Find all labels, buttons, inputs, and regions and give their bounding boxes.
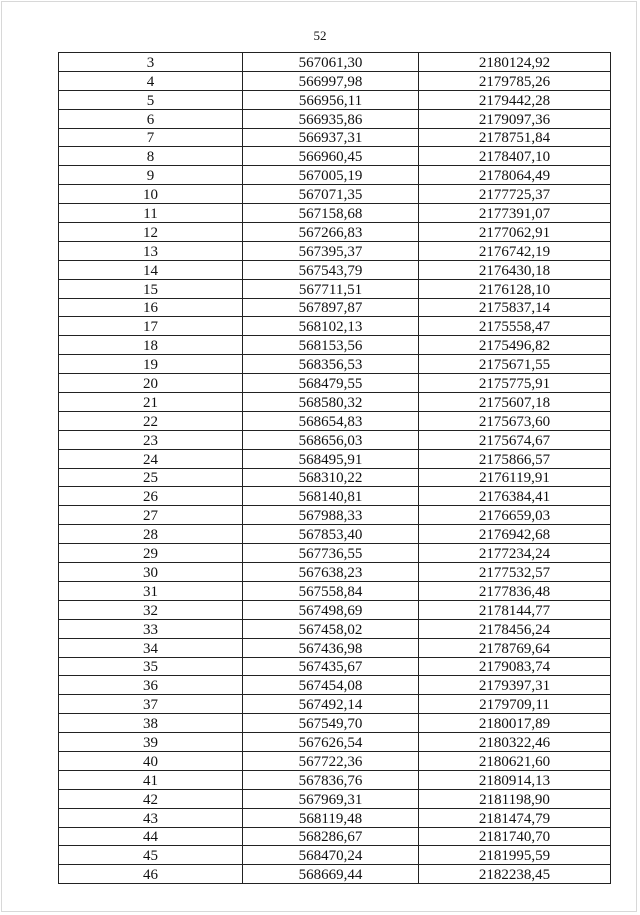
- y-coordinate-cell: 2180017,89: [419, 714, 611, 733]
- y-coordinate-cell: 2176430,18: [419, 260, 611, 279]
- point-number-cell: 43: [59, 808, 243, 827]
- y-coordinate-cell: 2180914,13: [419, 770, 611, 789]
- point-number-cell: 10: [59, 185, 243, 204]
- table-row: [59, 185, 611, 204]
- y-coordinate-cell: 2177391,07: [419, 204, 611, 223]
- table-row: [59, 204, 611, 223]
- point-number-cell: 13: [59, 241, 243, 260]
- point-number-cell: 4: [59, 71, 243, 90]
- y-coordinate-cell: 2178769,64: [419, 638, 611, 657]
- x-coordinate-cell: 568356,53: [243, 355, 419, 374]
- point-number-cell: 3: [59, 53, 243, 72]
- y-coordinate-cell: 2177836,48: [419, 581, 611, 600]
- y-coordinate-cell: 2180621,60: [419, 751, 611, 770]
- point-number-cell: 25: [59, 468, 243, 487]
- table-row: [59, 487, 611, 506]
- x-coordinate-cell: 567626,54: [243, 733, 419, 752]
- y-coordinate-cell: 2175866,57: [419, 449, 611, 468]
- y-coordinate-cell: 2175837,14: [419, 298, 611, 317]
- x-coordinate-cell: 567558,84: [243, 581, 419, 600]
- point-number-cell: 11: [59, 204, 243, 223]
- point-number-cell: 35: [59, 657, 243, 676]
- table-row: [59, 600, 611, 619]
- y-coordinate-cell: 2179083,74: [419, 657, 611, 676]
- x-coordinate-cell: 566960,45: [243, 147, 419, 166]
- table-row: [59, 770, 611, 789]
- x-coordinate-cell: 567549,70: [243, 714, 419, 733]
- x-coordinate-cell: 567458,02: [243, 619, 419, 638]
- x-coordinate-cell: 567158,68: [243, 204, 419, 223]
- y-coordinate-cell: 2179709,11: [419, 695, 611, 714]
- table-row: [59, 733, 611, 752]
- page-number: 52: [313, 28, 327, 43]
- x-coordinate-cell: 567638,23: [243, 563, 419, 582]
- point-number-cell: 22: [59, 411, 243, 430]
- x-coordinate-cell: 567722,36: [243, 751, 419, 770]
- point-number-cell: 28: [59, 525, 243, 544]
- x-coordinate-cell: 567711,51: [243, 279, 419, 298]
- point-number-cell: 20: [59, 374, 243, 393]
- y-coordinate-cell: 2179397,31: [419, 676, 611, 695]
- y-coordinate-cell: 2176119,91: [419, 468, 611, 487]
- point-number-cell: 27: [59, 506, 243, 525]
- table-row: [59, 449, 611, 468]
- table-row: [59, 260, 611, 279]
- point-number-cell: 5: [59, 90, 243, 109]
- y-coordinate-cell: 2180322,46: [419, 733, 611, 752]
- point-number-cell: 21: [59, 393, 243, 412]
- point-number-cell: 33: [59, 619, 243, 638]
- table-row: [59, 166, 611, 185]
- point-number-cell: 45: [59, 846, 243, 865]
- table-row: [59, 846, 611, 865]
- y-coordinate-cell: 2178751,84: [419, 128, 611, 147]
- x-coordinate-cell: 568654,83: [243, 411, 419, 430]
- table-row: [59, 317, 611, 336]
- x-coordinate-cell: 567061,30: [243, 53, 419, 72]
- point-number-cell: 9: [59, 166, 243, 185]
- point-number-cell: 8: [59, 147, 243, 166]
- x-coordinate-cell: 567853,40: [243, 525, 419, 544]
- table-row: [59, 638, 611, 657]
- x-coordinate-cell: 567836,76: [243, 770, 419, 789]
- point-number-cell: 46: [59, 865, 243, 884]
- x-coordinate-cell: 568470,24: [243, 846, 419, 865]
- x-coordinate-cell: 568495,91: [243, 449, 419, 468]
- x-coordinate-cell: 567492,14: [243, 695, 419, 714]
- table-row: [59, 563, 611, 582]
- x-coordinate-cell: 568669,44: [243, 865, 419, 884]
- table-row: [59, 147, 611, 166]
- table-row: [59, 695, 611, 714]
- y-coordinate-cell: 2178456,24: [419, 619, 611, 638]
- x-coordinate-cell: 567071,35: [243, 185, 419, 204]
- y-coordinate-cell: 2175607,18: [419, 393, 611, 412]
- point-number-cell: 23: [59, 430, 243, 449]
- x-coordinate-cell: 568479,55: [243, 374, 419, 393]
- table-row: [59, 657, 611, 676]
- point-number-cell: 6: [59, 109, 243, 128]
- y-coordinate-cell: 2177062,91: [419, 223, 611, 242]
- table-body: [59, 53, 611, 884]
- table-row: [59, 525, 611, 544]
- point-number-cell: 44: [59, 827, 243, 846]
- y-coordinate-cell: 2176742,19: [419, 241, 611, 260]
- x-coordinate-cell: 567988,33: [243, 506, 419, 525]
- y-coordinate-cell: 2181995,59: [419, 846, 611, 865]
- y-coordinate-cell: 2179442,28: [419, 90, 611, 109]
- table-row: [59, 411, 611, 430]
- point-number-cell: 16: [59, 298, 243, 317]
- point-number-cell: 34: [59, 638, 243, 657]
- point-number-cell: 32: [59, 600, 243, 619]
- point-number-cell: 29: [59, 544, 243, 563]
- table-row: [59, 714, 611, 733]
- y-coordinate-cell: 2176128,10: [419, 279, 611, 298]
- y-coordinate-cell: 2175558,47: [419, 317, 611, 336]
- y-coordinate-cell: 2175775,91: [419, 374, 611, 393]
- point-number-cell: 41: [59, 770, 243, 789]
- y-coordinate-cell: 2181740,70: [419, 827, 611, 846]
- table-row: [59, 53, 611, 72]
- table-row: [59, 430, 611, 449]
- point-number-cell: 14: [59, 260, 243, 279]
- y-coordinate-cell: 2181198,90: [419, 789, 611, 808]
- x-coordinate-cell: 567736,55: [243, 544, 419, 563]
- table-row: [59, 468, 611, 487]
- x-coordinate-cell: 567005,19: [243, 166, 419, 185]
- x-coordinate-cell: 568153,56: [243, 336, 419, 355]
- table-row: [59, 544, 611, 563]
- x-coordinate-cell: 568140,81: [243, 487, 419, 506]
- y-coordinate-cell: 2175496,82: [419, 336, 611, 355]
- table-row: [59, 90, 611, 109]
- table-row: [59, 128, 611, 147]
- point-number-cell: 26: [59, 487, 243, 506]
- table-row: [59, 506, 611, 525]
- x-coordinate-cell: 568580,32: [243, 393, 419, 412]
- y-coordinate-cell: 2181474,79: [419, 808, 611, 827]
- point-number-cell: 37: [59, 695, 243, 714]
- x-coordinate-cell: 566937,31: [243, 128, 419, 147]
- x-coordinate-cell: 567543,79: [243, 260, 419, 279]
- y-coordinate-cell: 2180124,92: [419, 53, 611, 72]
- y-coordinate-cell: 2176384,41: [419, 487, 611, 506]
- table-row: [59, 279, 611, 298]
- table-row: [59, 751, 611, 770]
- y-coordinate-cell: 2177532,57: [419, 563, 611, 582]
- table-row: [59, 676, 611, 695]
- x-coordinate-cell: 567435,67: [243, 657, 419, 676]
- y-coordinate-cell: 2178407,10: [419, 147, 611, 166]
- x-coordinate-cell: 567266,83: [243, 223, 419, 242]
- x-coordinate-cell: 566935,86: [243, 109, 419, 128]
- point-number-cell: 7: [59, 128, 243, 147]
- y-coordinate-cell: 2178064,49: [419, 166, 611, 185]
- point-number-cell: 15: [59, 279, 243, 298]
- point-number-cell: 30: [59, 563, 243, 582]
- table-row: [59, 865, 611, 884]
- point-number-cell: 40: [59, 751, 243, 770]
- point-number-cell: 36: [59, 676, 243, 695]
- table-row: [59, 789, 611, 808]
- y-coordinate-cell: 2179097,36: [419, 109, 611, 128]
- point-number-cell: 17: [59, 317, 243, 336]
- y-coordinate-cell: 2177725,37: [419, 185, 611, 204]
- table-row: [59, 808, 611, 827]
- point-number-cell: 31: [59, 581, 243, 600]
- table-row: [59, 223, 611, 242]
- point-number-cell: 24: [59, 449, 243, 468]
- x-coordinate-cell: 567498,69: [243, 600, 419, 619]
- table-row: [59, 355, 611, 374]
- table-row: [59, 336, 611, 355]
- y-coordinate-cell: 2179785,26: [419, 71, 611, 90]
- table-row: [59, 827, 611, 846]
- table-row: [59, 109, 611, 128]
- y-coordinate-cell: 2175674,67: [419, 430, 611, 449]
- table-row: [59, 71, 611, 90]
- point-number-cell: 39: [59, 733, 243, 752]
- x-coordinate-cell: 566997,98: [243, 71, 419, 90]
- table-row: [59, 619, 611, 638]
- point-number-cell: 42: [59, 789, 243, 808]
- table-row: [59, 298, 611, 317]
- x-coordinate-cell: 567454,08: [243, 676, 419, 695]
- x-coordinate-cell: 567897,87: [243, 298, 419, 317]
- x-coordinate-cell: 567395,37: [243, 241, 419, 260]
- point-number-cell: 19: [59, 355, 243, 374]
- table-row: [59, 393, 611, 412]
- coordinates-table: [58, 52, 611, 884]
- x-coordinate-cell: 568102,13: [243, 317, 419, 336]
- x-coordinate-cell: 566956,11: [243, 90, 419, 109]
- x-coordinate-cell: 568286,67: [243, 827, 419, 846]
- x-coordinate-cell: 567969,31: [243, 789, 419, 808]
- x-coordinate-cell: 568310,22: [243, 468, 419, 487]
- point-number-cell: 38: [59, 714, 243, 733]
- x-coordinate-cell: 568656,03: [243, 430, 419, 449]
- y-coordinate-cell: 2178144,77: [419, 600, 611, 619]
- y-coordinate-cell: 2182238,45: [419, 865, 611, 884]
- table-row: [59, 581, 611, 600]
- table-row: [59, 374, 611, 393]
- y-coordinate-cell: 2177234,24: [419, 544, 611, 563]
- y-coordinate-cell: 2175673,60: [419, 411, 611, 430]
- point-number-cell: 12: [59, 223, 243, 242]
- y-coordinate-cell: 2176942,68: [419, 525, 611, 544]
- y-coordinate-cell: 2175671,55: [419, 355, 611, 374]
- y-coordinate-cell: 2176659,03: [419, 506, 611, 525]
- x-coordinate-cell: 568119,48: [243, 808, 419, 827]
- x-coordinate-cell: 567436,98: [243, 638, 419, 657]
- table-row: [59, 241, 611, 260]
- point-number-cell: 18: [59, 336, 243, 355]
